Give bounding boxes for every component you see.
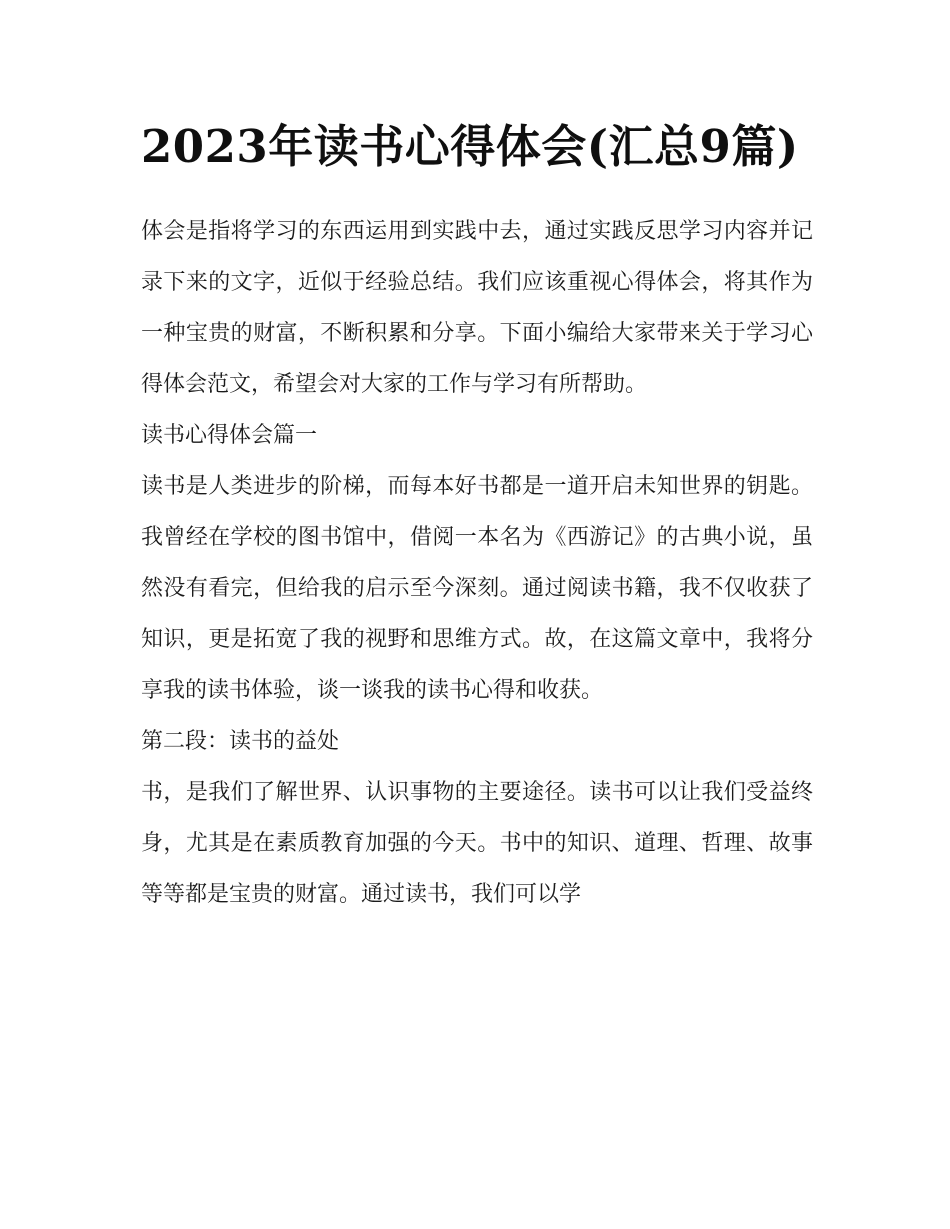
benefits-paragraph: 书，是我们了解世界、认识事物的主要途径。读书可以让我们受益终身，尤其是在素质教育加强的今天。书中的知识、道理、哲理、故事等等都是宝贵的财富。通过读书，我们可以学: [141, 780, 813, 907]
document-title: 2023年读书心得体会(汇总9篇): [141, 120, 799, 173]
intro-paragraph: 体会是指将学习的东西运用到实践中去，通过实践反思学习内容并记录下来的文字，近似于经验总结。我们应该重视心得体会，将其作为一种宝贵的财富，不断积累和分享。下面小编给大家带来关于学习心得体会范文，希望会对大家的工作与学习有所帮助。: [141, 219, 813, 397]
section-heading-second-paragraph: 第二段：读书的益处: [141, 729, 340, 754]
document-content: [141, 112, 813, 920]
document-body: [141, 206, 813, 920]
section-heading-part-one: 读书心得体会篇一: [141, 423, 318, 448]
part-one-paragraph: 读书是人类进步的阶梯，而每本好书都是一道开启未知世界的钥匙。我曾经在学校的图书馆中，借阅一本名为《西游记》的古典小说，虽然没有看完，但给我的启示至今深刻。通过阅读书籍，我不仅收获了知识，更是拓宽了我的视野和思维方式。故，在这篇文章中，我将分享我的读书体验，谈一谈我的读书心得和收获。: [141, 474, 813, 703]
